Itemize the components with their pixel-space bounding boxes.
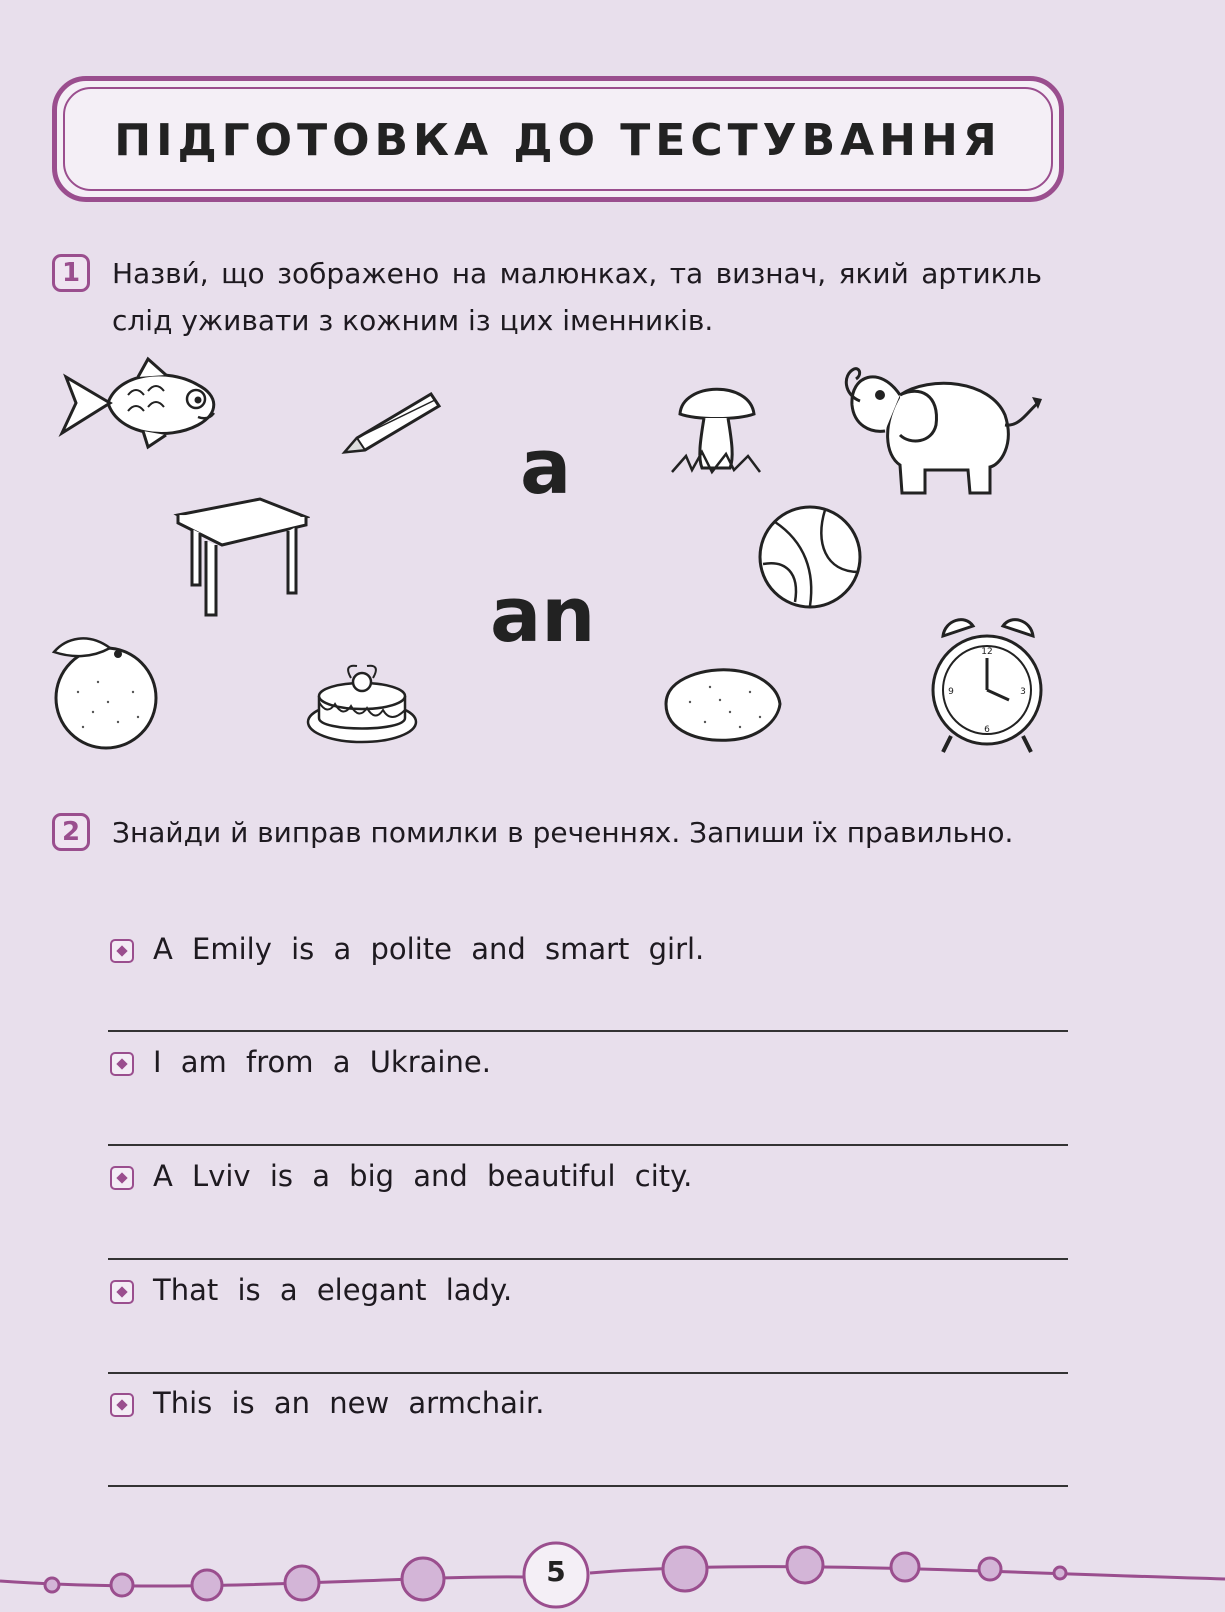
footer-dots-decoration (0, 1505, 1225, 1612)
diamond-bullet-icon (110, 1393, 134, 1417)
answer-line[interactable] (108, 1144, 1068, 1146)
task-1-number: 1 (52, 254, 90, 292)
task-2-number: 2 (52, 813, 90, 851)
answer-line[interactable] (108, 1258, 1068, 1260)
sentence-row (110, 1159, 1070, 1199)
sentence-text: A Emily is a polite and smart girl. (153, 932, 705, 966)
diamond-bullet-icon (110, 1166, 134, 1190)
article-an: an (490, 570, 596, 659)
sentence-row (110, 1386, 1070, 1426)
sentence-text: I am from a Ukraine. (153, 1045, 491, 1079)
sentence-text: A Lviv is a big and beautiful city. (153, 1159, 693, 1193)
fish-picture (48, 355, 220, 450)
sentence-text: This is an new armchair. (153, 1386, 545, 1420)
mushroom-picture (668, 372, 768, 482)
diamond-bullet-icon (110, 1280, 134, 1304)
answer-line[interactable] (108, 1485, 1068, 1487)
article-a: a (520, 422, 572, 511)
cake-picture (305, 662, 420, 747)
sentence-text: That is a elegant lady. (153, 1273, 513, 1307)
diamond-bullet-icon (110, 1052, 134, 1076)
sentence-row (110, 1273, 1070, 1313)
table-picture (170, 493, 310, 623)
elephant-picture (840, 355, 1045, 500)
diamond-bullet-icon (110, 939, 134, 963)
title-banner (52, 76, 1064, 202)
sentence-row (110, 1045, 1070, 1085)
ball-picture (755, 502, 865, 612)
answer-line[interactable] (108, 1372, 1068, 1374)
page-number: 5 (546, 1555, 566, 1588)
svg-text:6: 6 (984, 725, 990, 735)
alarm-clock-picture (925, 608, 1050, 758)
svg-text:3: 3 (1020, 687, 1026, 697)
svg-text:9: 9 (948, 687, 954, 697)
task-2-instruction: Знайди й виправ помилки в реченнях. Запиши їх правильно. (112, 816, 1014, 849)
svg-text:12: 12 (981, 647, 993, 657)
task-1-instruction: Назви́, що зображено на малюнках, та визнач, який артикль слід уживати з кожним із цих іменників. (112, 257, 1042, 337)
page-title: ПІДГОТОВКА ДО ТЕСТУВАННЯ (114, 115, 1002, 166)
lemon-picture (660, 662, 785, 747)
orange-picture (48, 632, 163, 752)
answer-line[interactable] (108, 1030, 1068, 1032)
sentence-row (110, 932, 1070, 972)
pencil-picture (335, 388, 445, 463)
